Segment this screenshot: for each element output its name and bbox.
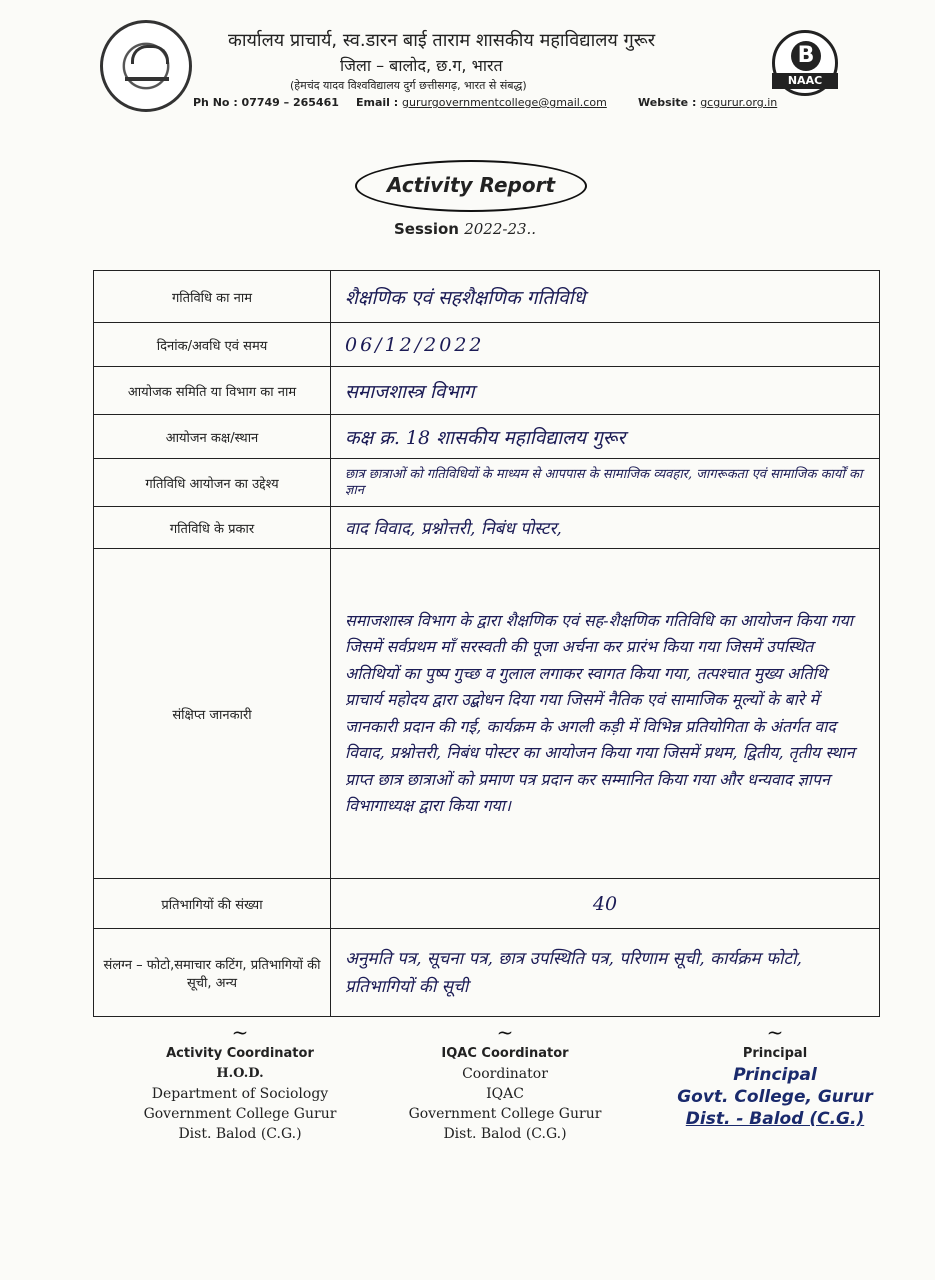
row-value: अनुमति पत्र, सूचना पत्र, छात्र उपस्थिति पत्र, परिणाम सूची, कार्यक्रम फोटो, प्रतिभागियों की सूची — [331, 929, 880, 1017]
row-label: गतिविधि के प्रकार — [94, 507, 331, 549]
table-row — [94, 549, 880, 879]
row-label: संलग्न – फोटो,समाचार कटिंग, प्रतिभागियों की सूची, अन्य — [94, 929, 331, 1017]
row-label: गतिविधि आयोजन का उद्देश्य — [94, 459, 331, 507]
email-block — [356, 96, 607, 109]
stamp-line: Dist. Balod (C.G.) — [178, 1126, 302, 1142]
row-value: 06/12/2022 — [331, 323, 880, 367]
email-link[interactable]: gururgovernmentcollege@gmail.com — [402, 96, 607, 109]
stamp-line: Principal — [733, 1065, 817, 1085]
row-value: शैक्षणिक एवं सहशैक्षणिक गतिविधि — [331, 271, 880, 323]
phone-number: Ph No : 07749 – 265461 — [193, 96, 339, 109]
row-label: प्रतिभागियों की संख्या — [94, 879, 331, 929]
signature-title: Activity Coordinator — [166, 1046, 314, 1061]
row-value: कक्ष क्र. 18 शासकीय महाविद्यालय गुरूर — [331, 415, 880, 459]
college-logo — [100, 20, 192, 112]
table-row — [94, 367, 880, 415]
session-value: 2022-23.. — [464, 220, 537, 238]
row-label: आयोजक समिति या विभाग का नाम — [94, 367, 331, 415]
naac-grade: B — [791, 41, 821, 71]
principal-signature — [660, 1020, 890, 1130]
report-title: Activity Report — [386, 173, 556, 197]
stamp-line: Dist. - Balod (C.G.) — [685, 1109, 865, 1129]
signature-scribble: ~ — [231, 1020, 249, 1044]
table-row — [94, 459, 880, 507]
row-label: संक्षिप्त जानकारी — [94, 549, 331, 879]
row-label: दिनांक/अवधि एवं समय — [94, 323, 331, 367]
signature-title: Principal — [742, 1046, 808, 1061]
email-label: Email : — [356, 96, 399, 109]
college-name: कार्यालय प्राचार्य, स्व.डारन बाई ताराम शासकीय महाविद्यालय गुरूर — [228, 30, 656, 51]
stamp-line: Government College Gurur — [408, 1106, 602, 1122]
session-line — [394, 220, 536, 238]
table-row — [94, 929, 880, 1017]
table-row — [94, 879, 880, 929]
website-label: Website : — [638, 96, 697, 109]
naac-label: NAAC — [772, 73, 838, 89]
stamp-line: Department of Sociology — [151, 1086, 329, 1102]
stamp-line: H.O.D. — [216, 1066, 264, 1081]
stamp-line: Dist. Balod (C.G.) — [443, 1126, 567, 1142]
signature-title: IQAC Coordinator — [441, 1046, 569, 1061]
iqac-coordinator-signature — [405, 1020, 605, 1144]
stamp-line: Govt. College, Gurur — [677, 1087, 873, 1107]
naac-badge — [772, 30, 838, 96]
row-value: 40 — [331, 879, 880, 929]
college-district: जिला – बालोद, छ.ग, भारत — [340, 56, 503, 75]
row-label: गतिविधि का नाम — [94, 271, 331, 323]
signature-scribble: ~ — [496, 1020, 514, 1044]
table-row — [94, 271, 880, 323]
activity-table — [93, 270, 880, 1017]
website-link[interactable]: gcgurur.org.in — [700, 96, 778, 109]
table-row — [94, 323, 880, 367]
row-value: वाद विवाद, प्रश्नोत्तरी, निबंध पोस्टर, — [331, 507, 880, 549]
table-row — [94, 507, 880, 549]
stamp-line: IQAC — [486, 1086, 524, 1102]
row-value: समाजशास्त्र विभाग — [331, 367, 880, 415]
stamp-line: Government College Gurur — [143, 1106, 337, 1122]
row-value: समाजशास्त्र विभाग के द्वारा शैक्षणिक एवं सह-शैक्षणिक गतिविधि का आयोजन किया गया जिसमें सर्वप्रथम माँ सरस्वती की पूजा अर्चना कर प्रारंभ किया गया जिसमें उपस्थित अतिथियों का पुष्प गुच्छ व गुलाल लगाकर स्वागत किया गया, तत्पश्चात मुख्य अतिथि प्राचार्य महोदय द्वारा उद्बोधन दिया गया जिसमें नैतिक एवं सामाजिक मूल्यों के बारे में जानकारी प्रदान की गई, कार्यक्रम के अगली कड़ी में विभिन्न प्रतियोगिता के अंतर्गत वाद विवाद, प्रश्नोत्तरी, निबंध पोस्टर का आयोजन किया गया जिसमें प्रथम, द्वितीय, तृतीय स्थान प्राप्त छात्र छात्राओं को प्रमाण पत्र प्रदान कर सम्मानित किया गया और धन्यवाद ज्ञापन विभागाध्यक्ष द्वारा किया गया। — [331, 549, 880, 879]
stamp-line: Coordinator — [462, 1066, 548, 1082]
session-label: Session — [394, 220, 459, 238]
website-block — [638, 96, 777, 109]
activity-coordinator-signature — [140, 1020, 340, 1144]
college-affiliation: (हेमचंद यादव विश्वविद्यालय दुर्ग छत्तीसगढ़, भारत से संबद्ध) — [290, 79, 527, 92]
row-value: छात्र छात्राओं को गतिविधियों के माध्यम से आपपास के सामाजिक व्यवहार, जागरूकता एवं सामाजिक कार्यों का ज्ञान — [331, 459, 880, 507]
table-row — [94, 415, 880, 459]
row-label: आयोजन कक्ष/स्थान — [94, 415, 331, 459]
signature-scribble: ~ — [766, 1020, 784, 1044]
